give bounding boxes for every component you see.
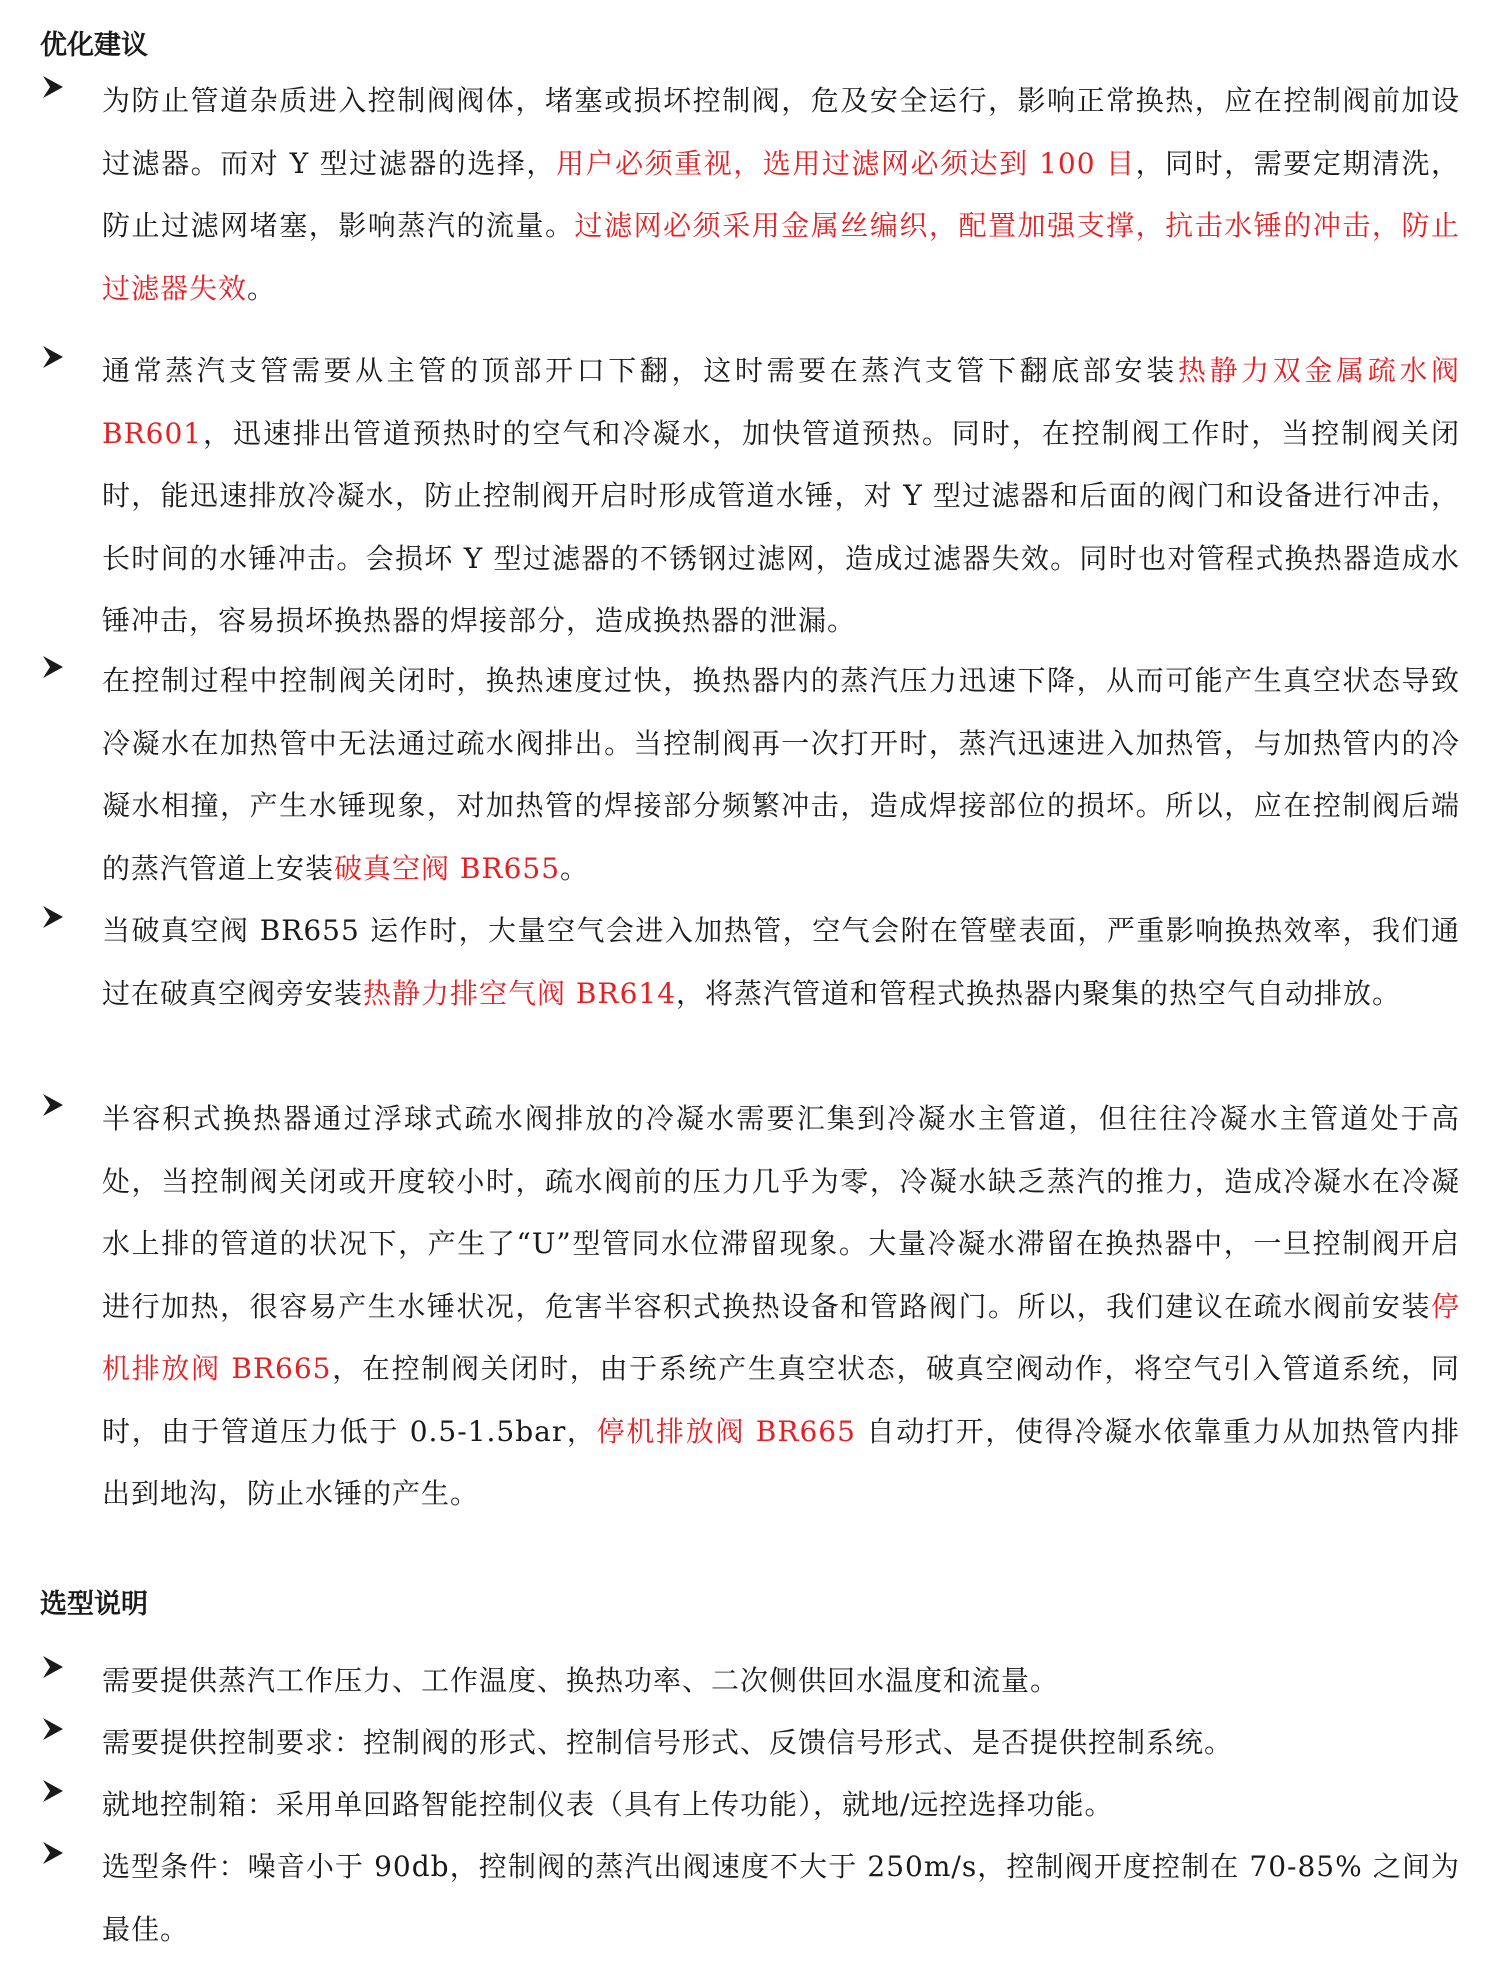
arrowhead-bullet-icon (40, 344, 66, 370)
paragraph: 就地控制箱：采用单回路智能控制仪表（具有上传功能），就地/远控选择功能。 (102, 1788, 1114, 1821)
arrowhead-bullet-icon (40, 904, 66, 930)
paragraph: 为防止管道杂质进入控制阀阀体，堵塞或损坏控制阀，危及安全运行，影响正常换热，应在控制阀前加设过滤器。而对 Y 型过滤器的选择，用户必须重视，选用过滤网必须达到 100 目，同时，需要定期清洗，防止过滤网堵塞，影响蒸汽的流量。过滤网必须采用金属丝编织，配置加强支撑，抗击水锤的冲击，防止过滤器失效。 (102, 84, 1460, 305)
list-item (40, 1712, 1460, 1775)
list-item (40, 650, 1460, 900)
arrowhead-bullet-icon (40, 74, 66, 100)
arrowhead-bullet-icon (40, 654, 66, 680)
arrowhead-bullet-icon (40, 1716, 66, 1742)
section-title-selection: 选型说明 (40, 1589, 148, 1620)
list-item (40, 1836, 1460, 1961)
paragraph: 半容积式换热器通过浮球式疏水阀排放的冷凝水需要汇集到冷凝水主管道，但往往冷凝水主管道处于高处，当控制阀关闭或开度较小时，疏水阀前的压力几乎为零，冷凝水缺乏蒸汽的推力，造成冷凝水在冷凝水上排的管道的状况下，产生了“U”型管同水位滞留现象。大量冷凝水滞留在换热器中，一旦控制阀开启进行加热，很容易产生水锤状况，危害半容积式换热设备和管路阀门。所以，我们建议在疏水阀前安装停机排放阀 BR665，在控制阀关闭时，由于系统产生真空状态，破真空阀动作，将空气引入管道系统，同时，由于管道压力低于 0.5-1.5bar，停机排放阀 BR665 自动打开，使得冷凝水依靠重力从加热管内排出到地沟，防止水锤的产生。 (102, 1102, 1460, 1510)
list-item (40, 70, 1460, 320)
paragraph: 需要提供控制要求：控制阀的形式、控制信号形式、反馈信号形式、是否提供控制系统。 (102, 1726, 1234, 1759)
paragraph: 当破真空阀 BR655 运作时，大量空气会进入加热管，空气会附在管壁表面，严重影响换热效率，我们通过在破真空阀旁安装热静力排空气阀 BR614，将蒸汽管道和管程式换热器内聚集的热空气自动排放。 (102, 914, 1460, 1010)
list-item (40, 1774, 1460, 1837)
section-title-optimization: 优化建议 (40, 30, 148, 61)
paragraph: 需要提供蒸汽工作压力、工作温度、换热功率、二次侧供回水温度和流量。 (102, 1664, 1060, 1697)
paragraph: 在控制过程中控制阀关闭时，换热速度过快，换热器内的蒸汽压力迅速下降，从而可能产生真空状态导致冷凝水在加热管中无法通过疏水阀排出。当控制阀再一次打开时，蒸汽迅速进入加热管，与加热管内的冷凝水相撞，产生水锤现象，对加热管的焊接部分频繁冲击，造成焊接部位的损坏。所以，应在控制阀后端的蒸汽管道上安装破真空阀 BR655。 (102, 664, 1460, 885)
list-item (40, 1650, 1460, 1713)
list-item (40, 340, 1460, 653)
paragraph: 通常蒸汽支管需要从主管的顶部开口下翻，这时需要在蒸汽支管下翻底部安装热静力双金属疏水阀 BR601，迅速排出管道预热时的空气和冷凝水，加快管道预热。同时，在控制阀工作时，当控制阀关闭时，能迅速排放冷凝水，防止控制阀开启时形成管道水锤，对 Y 型过滤器和后面的阀门和设备进行冲击，长时间的水锤冲击。会损坏 Y 型过滤器的不锈钢过滤网，造成过滤器失效。同时也对管程式换热器造成水锤冲击，容易损坏换热器的焊接部分，造成换热器的泄漏。 (102, 354, 1460, 637)
arrowhead-bullet-icon (40, 1778, 66, 1804)
paragraph: 选型条件：噪音小于 90db，控制阀的蒸汽出阀速度不大于 250m/s，控制阀开度控制在 70-85% 之间为最佳。 (102, 1850, 1460, 1946)
arrowhead-bullet-icon (40, 1654, 66, 1680)
list-item (40, 900, 1460, 1025)
arrowhead-bullet-icon (40, 1840, 66, 1866)
arrowhead-bullet-icon (40, 1092, 66, 1118)
list-item (40, 1088, 1460, 1526)
